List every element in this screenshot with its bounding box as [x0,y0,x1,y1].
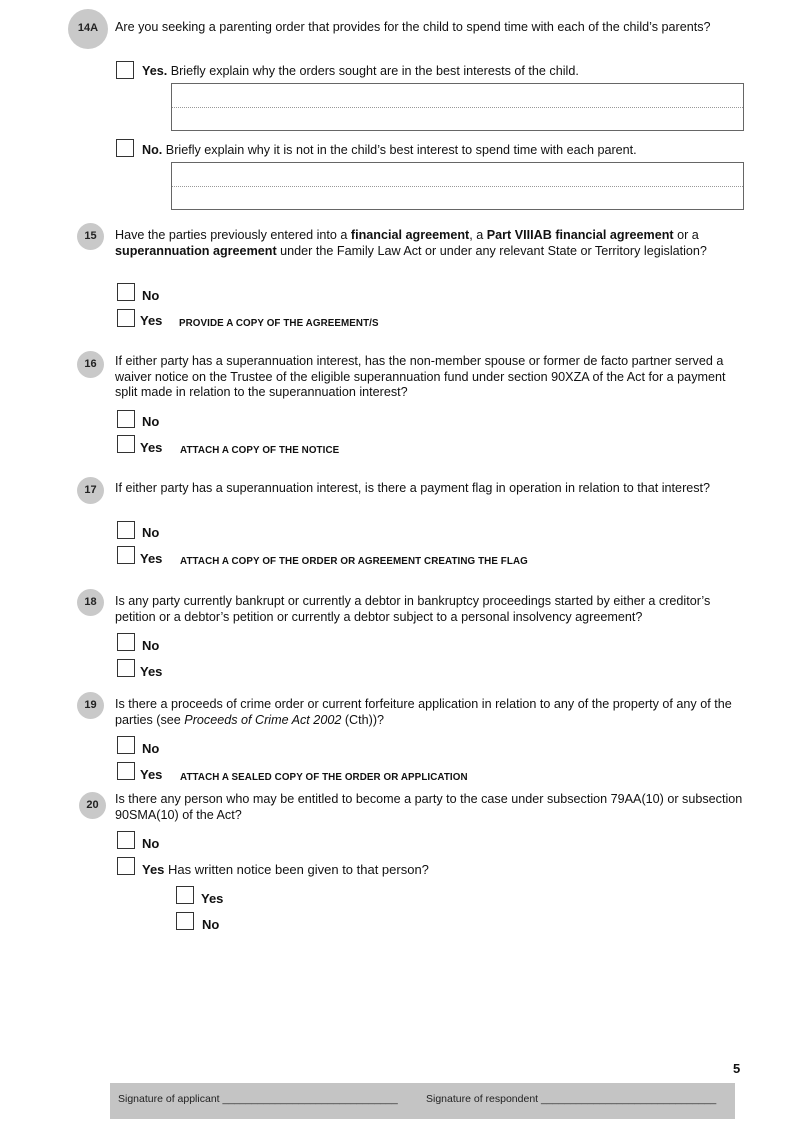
q17-yes-note: ATTACH A COPY OF THE ORDER OR AGREEMENT CREATING THE FLAG [180,556,528,567]
question-number-18: 18 [77,589,104,616]
q15-yes-checkbox[interactable] [117,309,135,327]
question-number-15: 15 [77,223,104,250]
q14a-no-option [142,143,637,159]
q19-no-checkbox[interactable] [117,736,135,754]
q14a-no-answer-box[interactable] [171,162,744,210]
q15-term-part-viiiab: Part VIIIAB financial agreement [486,228,674,242]
q17-no-label: No [142,525,160,540]
q20-yes-checkbox[interactable] [117,857,135,875]
question-18-text: Is any party currently bankrupt or currently a debtor in bankruptcy proceedings started by either a creditor’s petition or a debtor’s petition or currently a debtor subject to a personal insolvency agreement? [115,594,711,624]
applicant-signature-line[interactable]: Signature of applicant ______________________________ [118,1093,398,1105]
q20-no-label: No [142,836,160,851]
question-number-17: 17 [77,477,104,504]
q20-sub-no-checkbox[interactable] [176,912,194,930]
question-number-20: 20 [79,792,106,819]
q16-yes-checkbox[interactable] [117,435,135,453]
q19-yes-checkbox[interactable] [117,762,135,780]
q16-yes-label: Yes [140,440,163,455]
question-20-text: Is there any person who may be entitled to become a party to the case under subsection 79AA(10) or subsection 90SMA(10) of the Act? [115,792,743,822]
q20-no-checkbox[interactable] [117,831,135,849]
question-number-14a: 14A [68,9,108,49]
q20-sub-no-label: No [202,917,220,932]
q14a-no-label: No. [142,143,163,157]
q19-act-title: Proceeds of Crime Act 2002 [184,712,342,727]
q16-no-checkbox[interactable] [117,410,135,428]
q14a-no-checkbox[interactable] [116,139,134,157]
q15-yes-label: Yes [140,313,163,328]
q15-term-financial-agreement: financial agreement [350,228,470,242]
q15-text-part: , a [469,228,487,242]
q18-no-label: No [142,638,160,653]
q15-text-part: or a [673,228,699,242]
question-number-16: 16 [77,351,104,378]
q19-yes-note: ATTACH A SEALED COPY OF THE ORDER OR APPLICATION [180,772,468,783]
q15-no-checkbox[interactable] [117,283,135,301]
q14a-yes-answer-box[interactable] [171,83,744,131]
q20-yes-followup: Has written notice been given to that person? [164,862,429,877]
q20-yes-option [142,862,429,878]
q15-term-superannuation-agreement: superannuation agreement [115,243,277,258]
q19-text-part: (Cth))? [341,712,385,727]
q15-text-part: Have the parties previously entered into a [115,228,351,242]
q20-yes-label: Yes [142,862,165,877]
q20-sub-yes-label: Yes [201,891,224,906]
q17-yes-label: Yes [140,551,163,566]
signature-bar [110,1083,735,1119]
q15-no-label: No [142,288,160,303]
q14a-yes-label: Yes. [142,64,168,78]
q14a-yes-checkbox[interactable] [116,61,134,79]
q17-yes-checkbox[interactable] [117,546,135,564]
question-17-text: If either party has a superannuation interest, is there a payment flag in operation in relation to that interest? [115,481,711,495]
q19-no-label: No [142,741,160,756]
question-number-19: 19 [77,692,104,719]
q14a-yes-text: Briefly explain why the orders sought are in the best interests of the child. [167,64,579,78]
q16-yes-note: ATTACH A COPY OF THE NOTICE [180,445,340,456]
q18-yes-checkbox[interactable] [117,659,135,677]
q15-text-part: under the Family Law Act or under any relevant State or Territory legislation? [276,243,707,258]
respondent-signature-line[interactable]: Signature of respondent ______________________________ [426,1093,717,1105]
q18-no-checkbox[interactable] [117,633,135,651]
page-number: 5 [733,1061,741,1076]
q15-yes-note: PROVIDE A COPY OF THE AGREEMENT/S [179,318,379,329]
question-14a-text: Are you seeking a parenting order that provides for the child to spend time with each of the child’s parents? [115,20,711,34]
question-19-text [115,697,745,728]
question-16-text: If either party has a superannuation interest, has the non-member spouse or former de facto partner served a waiver notice on the Trustee of the eligible superannuation fund under section 90XZA of the Act for a payment split made in relation to the superannuation interest? [115,354,726,399]
q14a-yes-option [142,64,579,80]
q16-no-label: No [142,414,160,429]
q17-no-checkbox[interactable] [117,521,135,539]
question-15-text [115,228,745,259]
q18-yes-label: Yes [140,664,163,679]
q14a-no-text: Briefly explain why it is not in the child’s best interest to spend time with each parent. [162,143,637,157]
q20-sub-yes-checkbox[interactable] [176,886,194,904]
q19-text-part: Is there a proceeds of crime order or current forfeiture application in relation to any of the property of any of the parties (see [115,697,732,727]
q19-yes-label: Yes [140,767,163,782]
